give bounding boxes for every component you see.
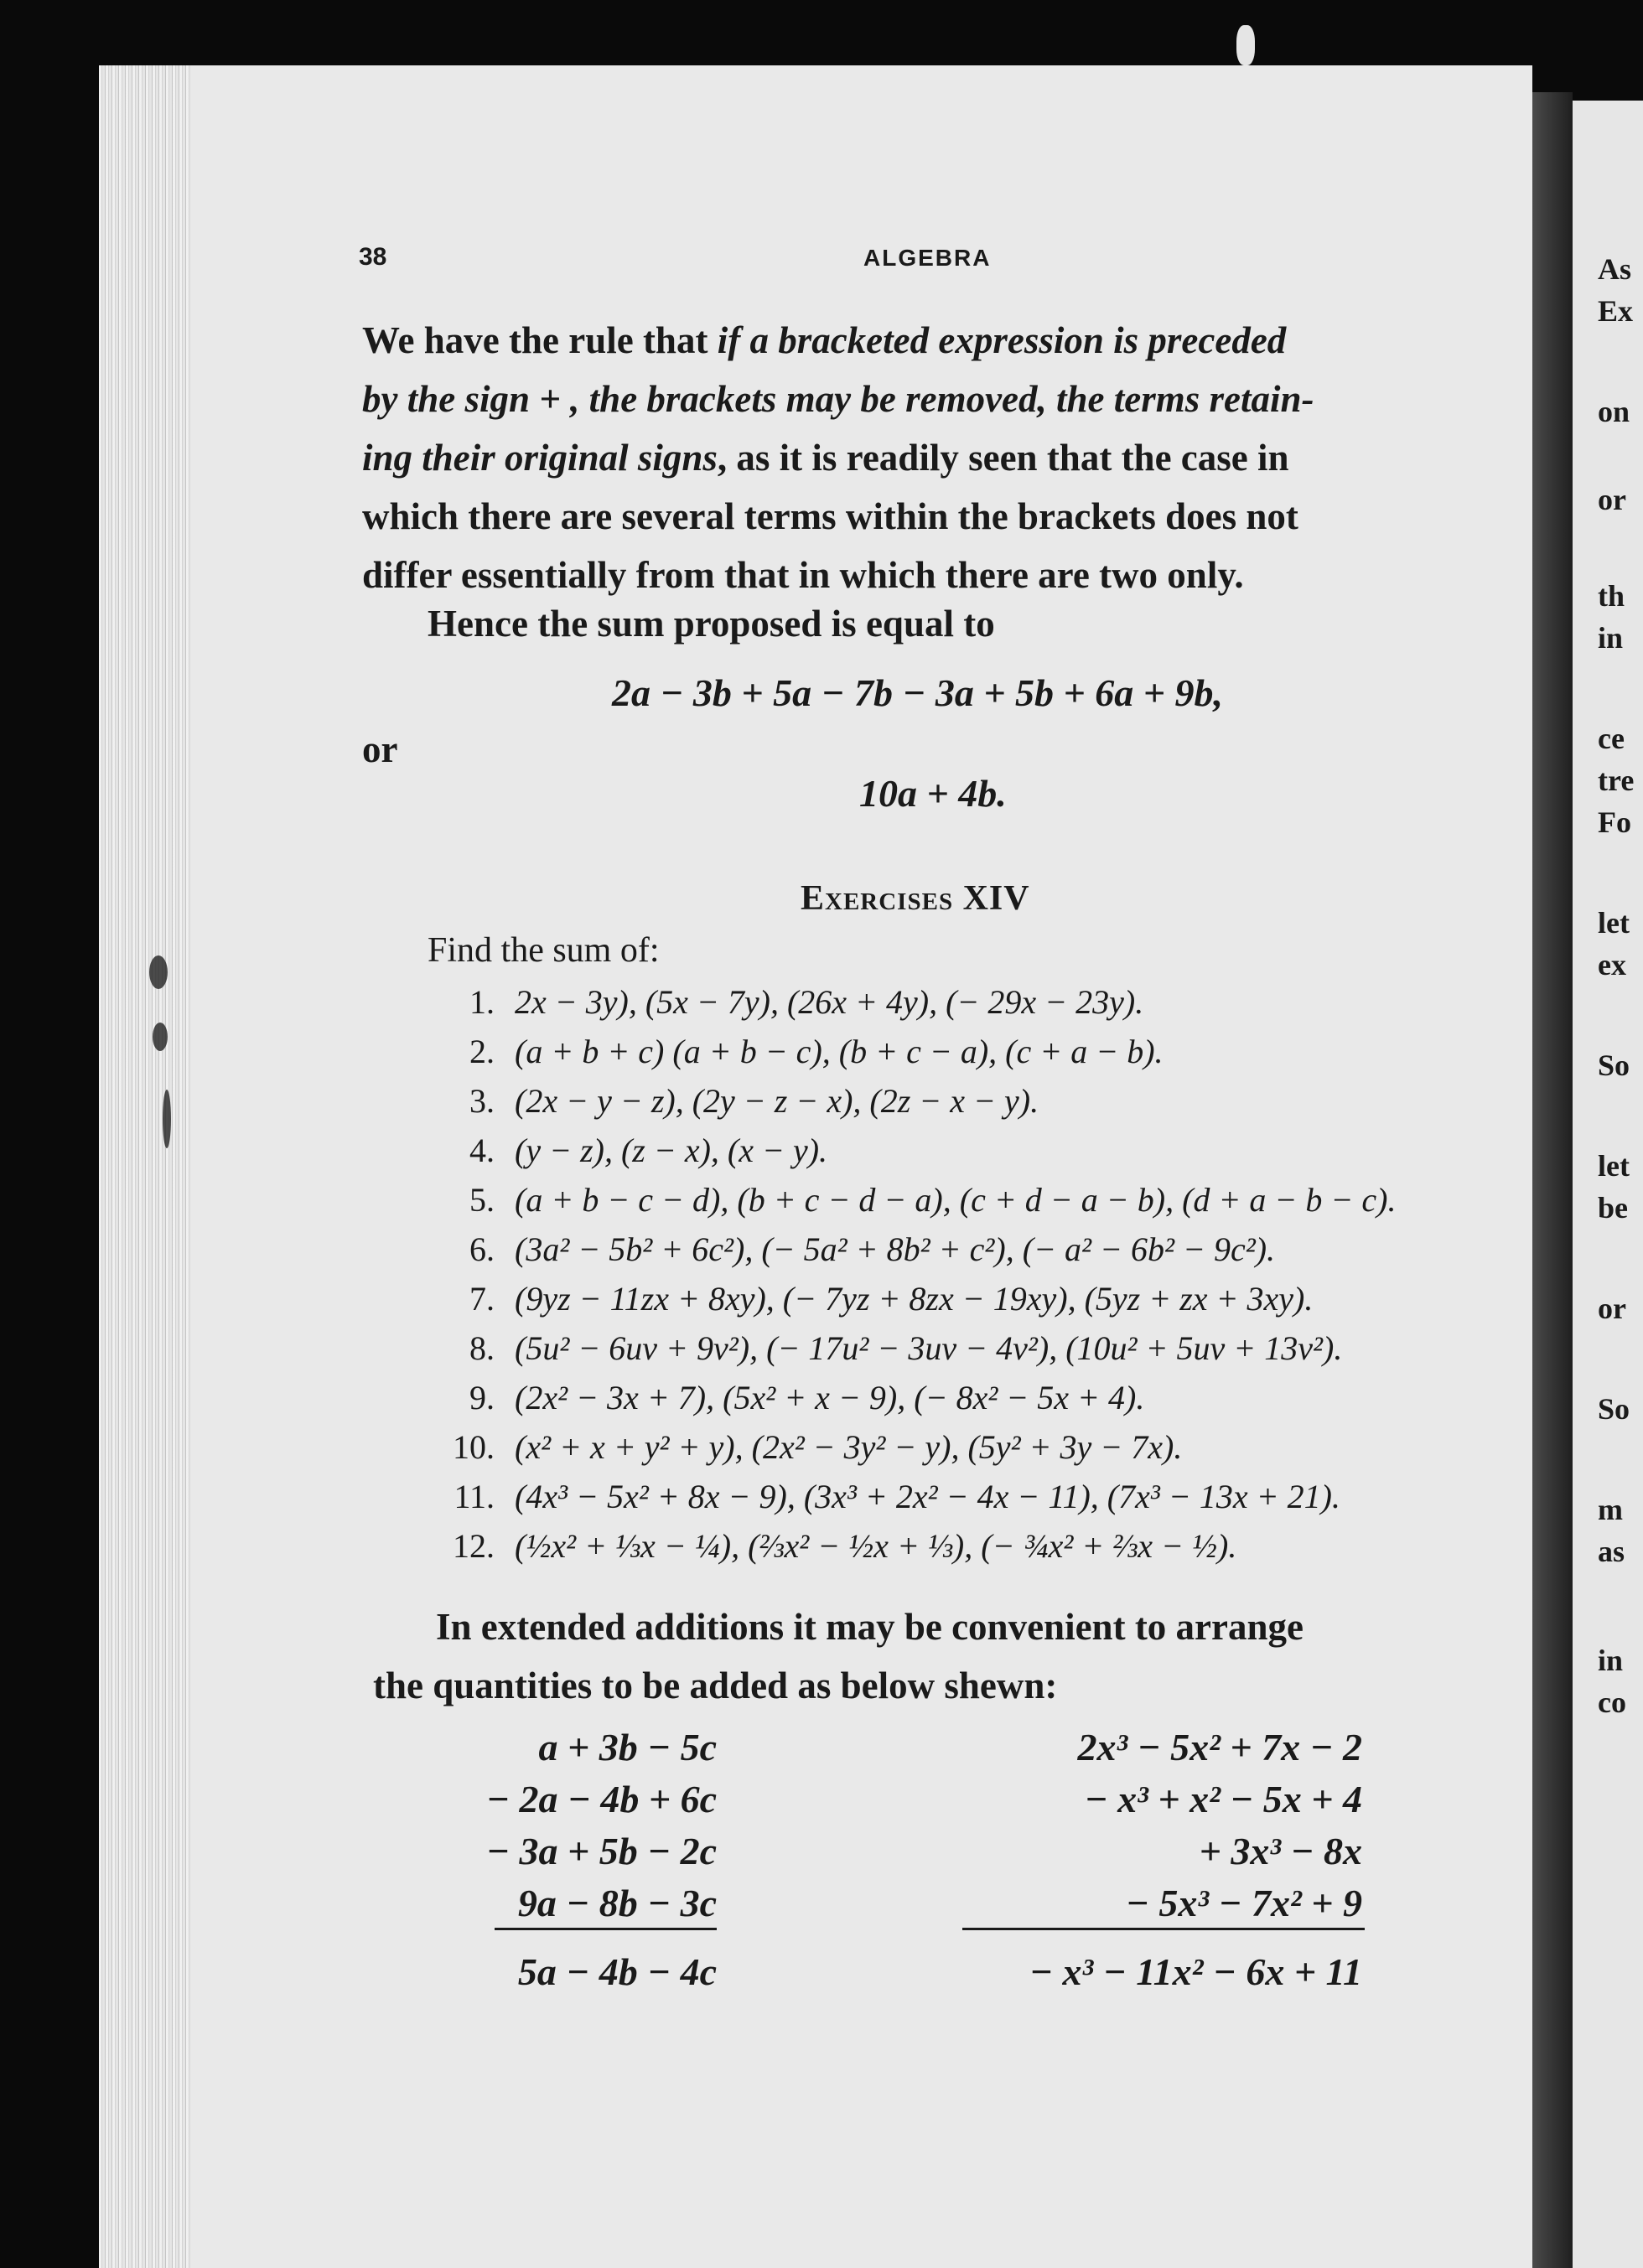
addition-left-row: a + 3b − 5c	[538, 1726, 717, 1768]
addition-right-row: + 3x³ − 8x	[1199, 1830, 1362, 1872]
facing-page-text: Fo	[1598, 805, 1631, 839]
addition-left-sum: 5a − 4b − 4c	[517, 1950, 717, 1993]
ink-blot	[153, 1023, 168, 1051]
facing-page-text: ce	[1598, 722, 1625, 755]
rule-line-3: ing their original signs, as it is readily seen that the case in	[362, 437, 1289, 479]
exercise-number: 9.	[469, 1379, 495, 1416]
exercise-number: 3.	[469, 1082, 495, 1120]
exercise-number: 7.	[469, 1280, 495, 1318]
facing-page-text: or	[1598, 483, 1626, 516]
addition-left-row: − 2a − 4b + 6c	[486, 1778, 717, 1820]
ink-blot	[149, 955, 168, 989]
facing-page-text: be	[1598, 1191, 1628, 1225]
addition-left-row: 9a − 8b − 3c	[517, 1882, 717, 1924]
exercise-expression: (2x − y − z), (2y − z − x), (2z − x − y).	[515, 1082, 1039, 1120]
facing-page-text: as	[1598, 1535, 1625, 1568]
exercise-number: 6.	[469, 1230, 495, 1268]
facing-page-fragment	[1573, 101, 1643, 2268]
exercise-expression: (½x² + ⅓x − ¼), (⅔x² − ½x + ⅓), (− ¾x² + ⅔x − ½).	[515, 1527, 1237, 1565]
facing-page-text: on	[1598, 395, 1630, 428]
exercise-number: 4.	[469, 1131, 495, 1169]
facing-page-text: Ex	[1598, 294, 1634, 328]
addition-left-row: − 3a + 5b − 2c	[486, 1830, 717, 1872]
exercise-number: 12.	[453, 1527, 495, 1565]
page-number: 38	[359, 243, 387, 271]
facing-page-text: in	[1598, 1644, 1624, 1677]
sum-rule	[495, 1928, 717, 1930]
facing-page-text: co	[1598, 1685, 1626, 1719]
exercise-expression: (y − z), (z − x), (x − y).	[515, 1131, 828, 1169]
facing-page-text: or	[1598, 1292, 1626, 1325]
rule-line-5: differ essentially from that in which there are two only.	[362, 554, 1244, 596]
exercise-expression: (5u² − 6uv + 9v²), (− 17u² − 3uv − 4v²), (10u² + 5uv + 13v²).	[515, 1329, 1343, 1367]
running-head: ALGEBRA	[863, 245, 992, 271]
facing-page-text: m	[1598, 1493, 1623, 1526]
exercise-expression: 2x − 3y), (5x − 7y), (26x + 4y), (− 29x − 23y).	[515, 983, 1144, 1021]
extended-line-1: In extended additions it may be convenient to arrange	[436, 1606, 1304, 1648]
exercise-expression: (x² + x + y² + y), (2x² − 3y² − y), (5y² + 3y − 7x).	[515, 1428, 1183, 1466]
facing-page-text: As	[1598, 252, 1632, 286]
addition-right-row: − 5x³ − 7x² + 9	[1125, 1882, 1362, 1924]
facing-page-text: tre	[1598, 764, 1635, 797]
scan-marker	[1236, 25, 1255, 65]
facing-page-text: let	[1598, 906, 1630, 940]
expanded-expression: 2a − 3b + 5a − 7b − 3a + 5b + 6a + 9b,	[612, 671, 1223, 714]
exercise-expression: (2x² − 3x + 7), (5x² + x − 9), (− 8x² − 5x + 4).	[515, 1379, 1145, 1416]
exercise-number: 2.	[469, 1033, 495, 1070]
addition-right-sum: − x³ − 11x² − 6x + 11	[1029, 1950, 1362, 1993]
exercise-number: 10.	[453, 1428, 495, 1466]
facing-page-text: ex	[1598, 948, 1626, 981]
exercise-number: 11.	[454, 1478, 495, 1515]
addition-right-row: 2x³ − 5x² + 7x − 2	[1077, 1726, 1362, 1768]
sum-rule	[962, 1928, 1365, 1930]
facing-page-text: th	[1598, 579, 1625, 613]
rule-line-4: which there are several terms within the brackets does not	[362, 495, 1298, 537]
book-gutter	[1532, 92, 1573, 2268]
page-edge-stack	[99, 65, 191, 2268]
facing-page-text: So	[1598, 1392, 1630, 1426]
hence-line: Hence the sum proposed is equal to	[428, 603, 995, 645]
extended-line-2: the quantities to be added as below shewn:	[373, 1665, 1058, 1706]
exercise-expression: (4x³ − 5x² + 8x − 9), (3x³ + 2x² − 4x − 11), (7x³ − 13x + 21).	[515, 1478, 1340, 1515]
result-expression: 10a + 4b.	[859, 772, 1007, 815]
or-word: or	[362, 728, 398, 770]
exercise-expression: (3a² − 5b² + 6c²), (− 5a² + 8b² + c²), (− a² − 6b² − 9c²).	[515, 1230, 1276, 1268]
exercise-expression: (a + b + c) (a + b − c), (b + c − a), (c + a − b).	[515, 1033, 1164, 1070]
exercises-heading: Exercises XIV	[801, 879, 1030, 918]
facing-page-text: So	[1598, 1049, 1630, 1082]
facing-page-text: in	[1598, 621, 1624, 655]
ink-blot	[163, 1090, 171, 1148]
exercise-number: 8.	[469, 1329, 495, 1367]
exercise-expression: (9yz − 11zx + 8xy), (− 7yz + 8zx − 19xy), (5yz + zx + 3xy).	[515, 1280, 1314, 1318]
addition-right-row: − x³ + x² − 5x + 4	[1084, 1778, 1362, 1820]
find-sum-label: Find the sum of:	[428, 931, 660, 970]
facing-page-text: let	[1598, 1149, 1630, 1183]
exercise-number: 5.	[469, 1181, 495, 1219]
rule-line-1: We have the rule that if a bracketed expression is preceded	[362, 319, 1287, 361]
exercise-number: 1.	[469, 983, 495, 1021]
exercise-expression: (a + b − c − d), (b + c − d − a), (c + d − a − b), (d + a − b − c).	[515, 1181, 1397, 1219]
rule-line-2: by the sign + , the brackets may be removed, the terms retain-	[362, 378, 1314, 420]
